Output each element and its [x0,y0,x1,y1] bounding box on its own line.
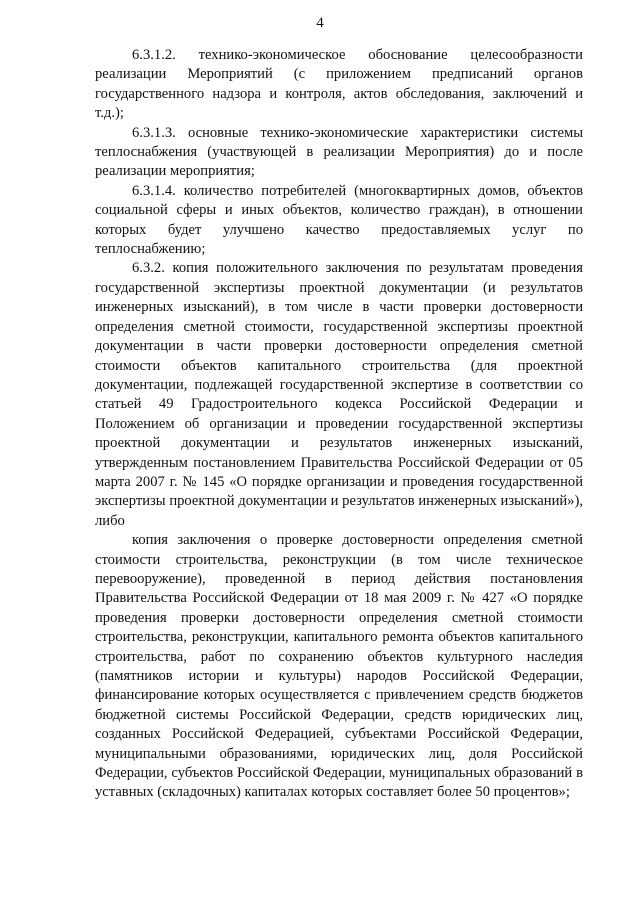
paragraph-6-3-2: 6.3.2. копия положительного заключения по результатам проведения государственной экспертизы проектной документации (и результатов инженерных изысканий), в том числе в части проверки достоверности определения сметной стоимости, государственной экспертизы проектной документации в части проверки достоверности определения сметной стоимости объектов капитального строительства (для проектной документации, подлежащей государственной экспертизе в соответствии со статьей 49 Градостроительного кодекса Российской Федерации и Положением об организации и проведении государственной экспертизы проектной документации и результатов инженерных изысканий, утвержденным постановлением Правительства Российской Федерации от 05 марта 2007 г. № 145 «О порядке организации и проведения государственной экспертизы проектной документации и результатов инженерных изысканий»), либо [95,260,583,529]
paragraph-alternative-copy: копия заключения о проверке достоверности определения сметной стоимости строительства, реконструкции (в том числе техническое перевооружение), проведенной в период действия постановления Правительства Российской Федерации от 18 мая 2009 г. № 427 «О порядке проведения проверки достоверности определения сметной стоимости строительства, реконструкции, капитального ремонта объектов капитального строительства, работ по сохранению объектов культурного наследия (памятников истории и культуры) народов Российской Федерации, финансирование которых осуществляется с привлечением средств бюджетов бюджетной системы Российской Федерации, средств юридических лиц, созданных Российской Федерацией, субъектами Российской Федерации, муниципальными образованиями, юридических лиц, доля Российской Федерации, субъектов Российской Федерации, муниципальных образований в уставных (складочных) капиталах которых составляет более 50 процентов»; [95,532,583,801]
paragraph-6-3-1-4: 6.3.1.4. количество потребителей (многоквартирных домов, объектов социальной сферы и иных объектов, количество граждан), в отношении которых будет улучшено качество предоставляемых услуг по теплоснабжению; [95,182,583,258]
paragraph-6-3-1-2: 6.3.1.2. технико-экономическое обоснование целесообразности реализации Мероприятий (с приложением предписаний органов государственного надзора и контроля, актов обследования, заключений и т.д.); [95,47,583,122]
page-number: 4 [316,15,324,31]
document-body [95,46,583,803]
paragraph-6-3-1-3: 6.3.1.3. основные технико-экономические характеристики системы теплоснабжения (участвующей в реализации Мероприятия) до и после реализации мероприятия; [95,124,583,180]
